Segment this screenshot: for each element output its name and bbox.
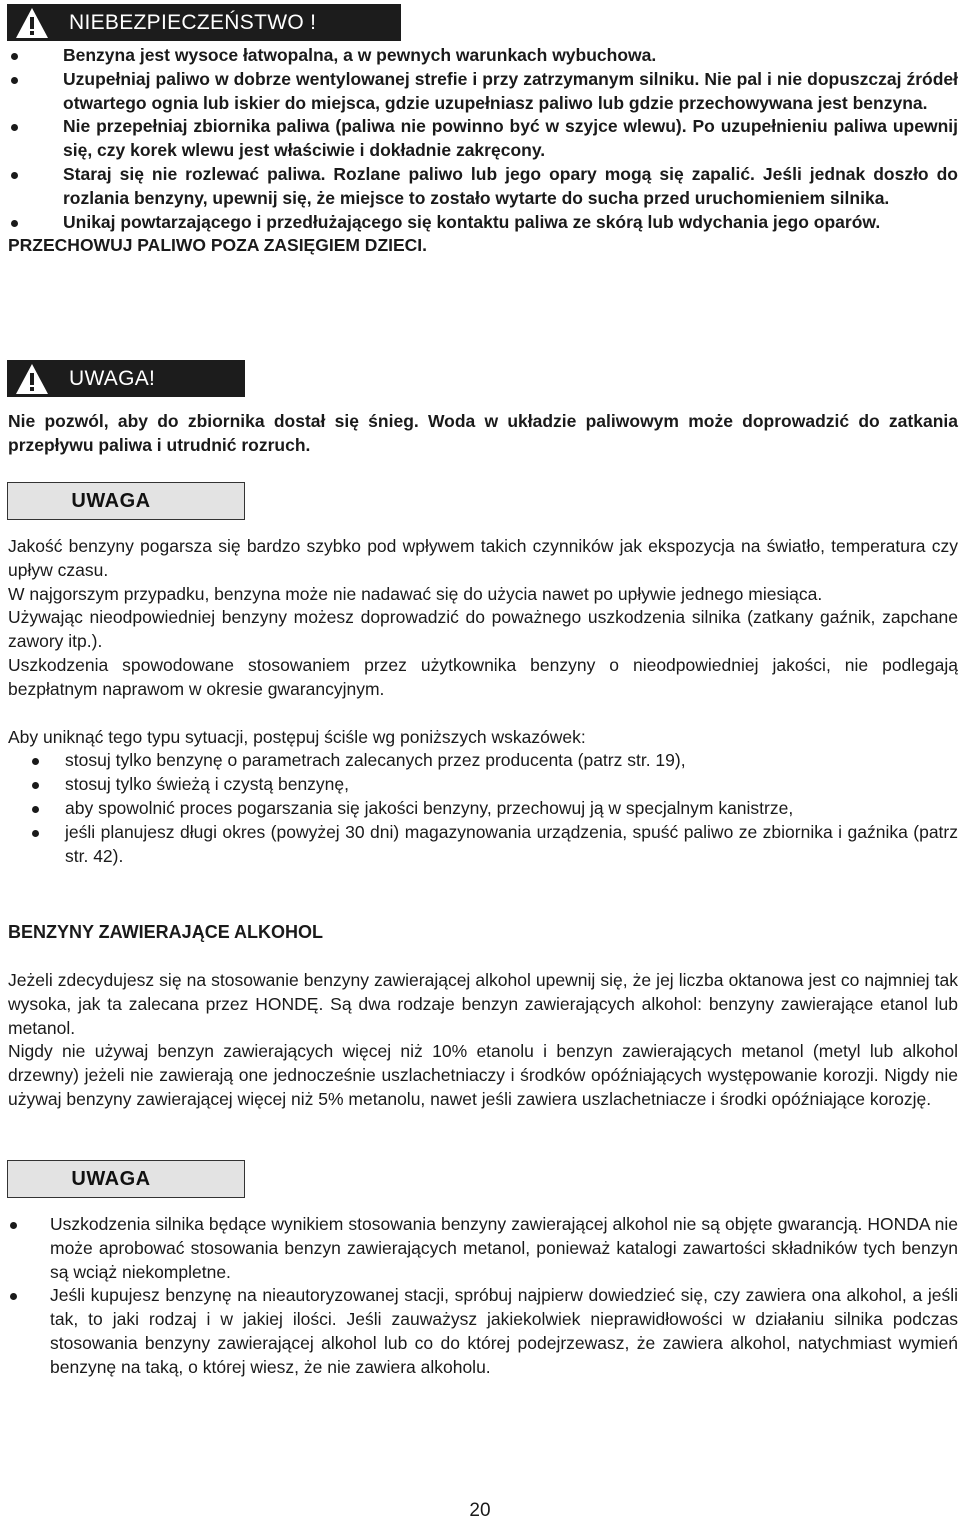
list-item: Uzupełniaj paliwo w dobrze wentylowanej strefie i przy zatrzymanym silniku. Nie pal i nie dopuszczaj źródeł otwartego ognia lub iskier do miejsca, gdzie uzupełniasz paliwo lub gdzie przechowywana jest benzyna. xyxy=(8,68,958,116)
paragraph: Aby uniknąć tego typu sytuacji, postępuj ściśle wg poniższych wskazówek: xyxy=(8,726,586,747)
caution-header xyxy=(7,360,245,397)
danger-footer: PRZECHOWUJ PALIWO POZA ZASIĘGIEM DZIECI. xyxy=(8,235,428,256)
list-item: Unikaj powtarzającego i przedłużającego się kontaktu paliwa ze skórą lub wdychania jego oparów. xyxy=(8,211,958,235)
list-item: Nie przepełniaj zbiornika paliwa (paliwa nie powinno być w szyjce wlewu). Po uzupełnieniu paliwa upewnij się, czy korek wlewu jest właściwie i dokładnie zakręcony. xyxy=(8,115,958,163)
list-item: jeśli planujesz długi okres (powyżej 30 dni) magazynowania urządzenia, spuść paliwo ze zbiornika i gaźnika (patrz str. 42). xyxy=(8,821,958,869)
note-title: UWAGA xyxy=(71,489,151,512)
danger-title: NIEBEZPIECZEŃSTWO ! xyxy=(69,10,317,34)
list-item: Benzyna jest wysoce łatwopalna, a w pewnych warunkach wybuchowa. xyxy=(8,44,958,68)
warning-triangle-icon xyxy=(15,7,49,39)
paragraph: Używając nieodpowiedniej benzyny możesz doprowadzić do poważnego uszkodzenia silnika (zatkany gaźnik, zapchane zawory itp.). xyxy=(8,607,958,652)
paragraph: Nigdy nie używaj benzyn zawierających więcej niż 10% etanolu i benzyn zawierających metanol (metyl lub alkohol drzewny) jeżeli nie zawierają one jednocześnie uszlachetniaczy i środków opóźniających występowanie korozji. Nigdy nie używaj benzyny zawierającej więcej niż 5% metanolu, nawet jeśli zawiera uszlachetniacze i środki opóźniające korozję. xyxy=(8,1041,958,1109)
danger-header xyxy=(7,4,401,41)
page-number: 20 xyxy=(469,1500,491,1521)
caution-text: Nie pozwól, aby do zbiornika dostał się śnieg. Woda w układzie paliwowym może doprowadzić do zatkania przepływu paliwa i utrudnić rozruch. xyxy=(8,411,958,455)
note-title: UWAGA xyxy=(71,1167,151,1190)
caution-title: UWAGA! xyxy=(69,366,156,390)
list-item: aby spowolnić proces pogarszania się jakości benzyny, przechowuj ją w specjalnym kanistrze, xyxy=(8,797,958,821)
warning-triangle-icon xyxy=(15,363,49,395)
list-item: Uszkodzenia silnika będące wynikiem stosowania benzyny zawierającej alkohol nie są objęte gwarancją. HONDA nie może aprobować stosowania benzyn zawierających metanol, ponieważ katalogi zawartości składników tych benzyn są wciąż niekompletne. xyxy=(8,1213,958,1284)
note-header xyxy=(7,482,245,520)
list-item: Jeśli kupujesz benzynę na nieautoryzowanej stacji, spróbuj najpierw dowiedzieć się, czy zawiera ona alkohol, a jeśli tak, to jaki rodzaj i w jakiej ilości. Jeśli zauważysz jakiekolwiek nieprawidłowości w działaniu silnika podczas stosowania benzyny zawierającej alkohol lub co do której podejrzewasz, że zawiera alkohol, natychmiast wymień benzynę na taką, o której wiesz, że nie zawiera alkoholu. xyxy=(8,1284,958,1379)
paragraph: Uszkodzenia spowodowane stosowaniem przez użytkownika benzyny o nieodpowiedniej jakości, nie podlegają bezpłatnym naprawom w okresie gwarancyjnym. xyxy=(8,654,958,699)
note-body xyxy=(8,535,958,868)
note2-body xyxy=(8,1213,958,1380)
note-header xyxy=(7,1160,245,1198)
list-item: Staraj się nie rozlewać paliwa. Rozlane paliwo lub jego opary mogą się zapalić. Jeśli jednak doszło do rozlania benzyny, upewnij się, że miejsce to zostało wytarte do sucha przed uruchomieniem silnika. xyxy=(8,163,958,211)
section-heading: BENZYNY ZAWIERAJĄCE ALKOHOL xyxy=(8,922,324,942)
paragraph: W najgorszym przypadku, benzyna może nie nadawać się do użycia nawet po upływie jednego miesiąca. xyxy=(8,583,823,604)
paragraph: Jeżeli zdecydujesz się na stosowanie benzyny zawierającej alkohol upewnij się, że jej liczba oktanowa jest co najmniej tak wysoka, jak ta zalecana przez HONDĘ. Są dwa rodzaje benzyn zawierających alkohol: benzyny zawierające etanol lub metanol. xyxy=(8,970,958,1038)
paragraph: Jakość benzyny pogarsza się bardzo szybko pod wpływem takich czynników jak ekspozycja na światło, temperatura czy upływ czasu. xyxy=(8,536,958,580)
alcohol-body xyxy=(8,969,958,1112)
list-item: stosuj tylko świeżą i czystą benzynę, xyxy=(8,773,958,797)
danger-section xyxy=(8,44,958,258)
list-item: stosuj tylko benzynę o parametrach zalecanych przez producenta (patrz str. 19), xyxy=(8,749,958,773)
